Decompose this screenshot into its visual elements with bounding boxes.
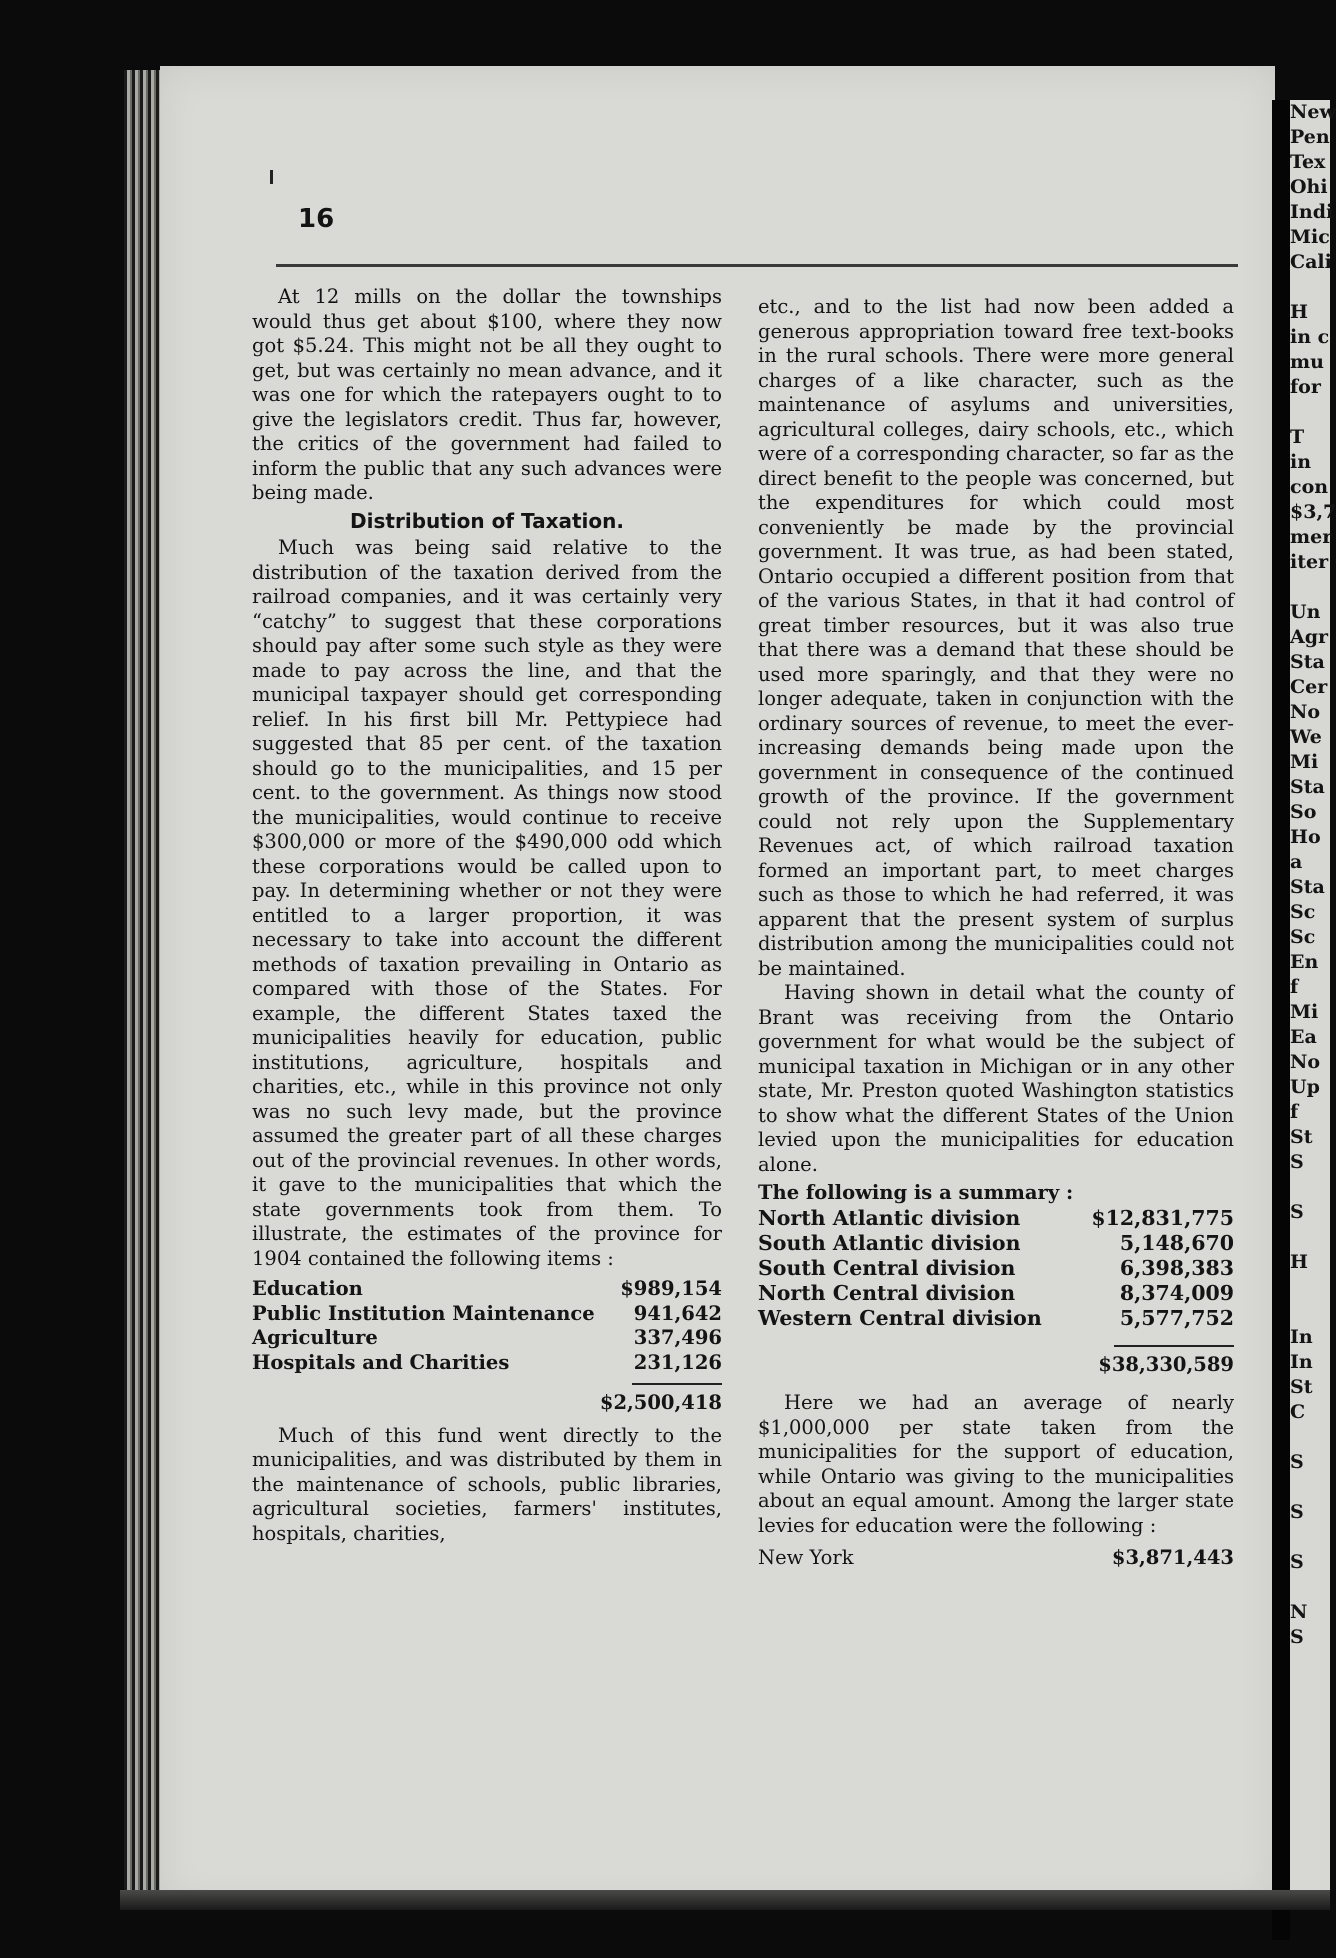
facing-page-text: C	[1290, 1401, 1306, 1423]
facing-page-text: S	[1290, 1626, 1304, 1648]
paragraph: etc., and to the list had now been added a generous appropriation toward free text-books in the rural schools. There were more general charges of a like character, such as the maintenance of asylums and universities, agricultural colleges, dairy schools, etc., which were of a corresponding character, so far as the direct benefit to the people was concerned, but the expenditures for which could most conveniently be made by the provincial government. It was true, as had been stated, Ontario occupied a different position from that of the various States, in that it had control of great timber resources, but it was also true that there was a demand that these should be used more sparingly, and that they were no longer adequate, taken in conjunction with the ordinary sources of revenue, to meet the ever-increasing demands being made upon the government in consequence of the continued growth of the province. If the government could not rely upon the Supplementary Revenues act, of which railroad taxation formed an important part, to meet charges such as those to which he had referred, it was apparent that the present system of surplus distribution among the municipalities could not be maintained.	[758, 295, 1234, 980]
division-value: $12,831,775	[1091, 1205, 1234, 1230]
facing-page-text: S	[1290, 1451, 1304, 1473]
facing-page-text: No	[1290, 701, 1321, 723]
facing-page-text: for	[1290, 376, 1321, 398]
page-mark	[270, 170, 273, 184]
facing-page-text: Ho	[1290, 826, 1321, 848]
state-value: $3,871,443	[1111, 1546, 1234, 1569]
facing-page-text: Indi	[1290, 201, 1334, 223]
facing-page-text	[1290, 1475, 1330, 1500]
summary-intro: The following is a summary :	[758, 1181, 1074, 1204]
facing-page-text: S	[1290, 1201, 1304, 1223]
table-row	[758, 1206, 1234, 1231]
division-label: Western Central division	[758, 1305, 1042, 1330]
item-value: 231,126	[633, 1350, 722, 1374]
facing-page-text: St	[1290, 1126, 1313, 1148]
table-row	[252, 1326, 722, 1351]
division-value: 5,148,670	[1119, 1230, 1234, 1255]
facing-page-text: New	[1290, 101, 1336, 123]
facing-page-text: Ea	[1290, 1026, 1317, 1048]
facing-page-text	[1290, 1175, 1330, 1200]
facing-page-text: Tex	[1290, 151, 1326, 173]
facing-page-text: So	[1290, 801, 1317, 823]
facing-page-text	[1290, 1225, 1330, 1250]
table-row	[758, 1546, 1234, 1571]
division-value: 5,577,752	[1119, 1305, 1234, 1330]
facing-page-text: Sc	[1290, 926, 1316, 948]
book-gutter	[1272, 100, 1290, 1940]
left-column	[252, 285, 722, 1546]
book-page-edges	[124, 70, 162, 1900]
facing-page-text: con	[1290, 476, 1329, 498]
facing-page-text: $3,7	[1290, 501, 1336, 523]
item-label: Hospitals and Charities	[252, 1350, 510, 1374]
item-label: Agriculture	[252, 1326, 378, 1349]
facing-page-text: iter	[1290, 551, 1329, 573]
facing-page-text: f	[1290, 976, 1299, 998]
facing-page-text: Sc	[1290, 901, 1316, 923]
facing-page-text: Up	[1290, 1076, 1320, 1098]
facing-page-text: N	[1290, 1601, 1308, 1623]
facing-page-text	[1290, 1425, 1330, 1450]
total-rule	[632, 1383, 722, 1385]
header-rule	[276, 264, 1238, 267]
facing-page-text: H	[1290, 1251, 1308, 1273]
estimates-table	[252, 1277, 722, 1375]
facing-page-text: Ohi	[1290, 176, 1328, 198]
division-label: North Central division	[758, 1280, 1016, 1305]
facing-page-text: Un	[1290, 601, 1321, 623]
item-value: 337,496	[633, 1326, 722, 1349]
facing-page-text: in	[1290, 451, 1312, 473]
facing-page-text: In	[1290, 1351, 1313, 1373]
facing-page-text: Pen	[1290, 126, 1330, 148]
paragraph: At 12 mills on the dollar the townships would thus get about $100, where they now got $5.24. This might not be all they ought to get, but was certainly no mean advance, and it was one for which the ratepayers ought to to give the legislators credit. Thus far, however, the critics of the government had failed to inform the public that any such advances were being made.	[252, 285, 722, 504]
facing-page-text: Agr	[1290, 626, 1329, 648]
total-rule	[1114, 1345, 1234, 1347]
table-row	[758, 1306, 1234, 1331]
facing-page-text: St	[1290, 1376, 1313, 1398]
facing-page-text: Sta	[1290, 651, 1325, 673]
facing-page-text: Mi	[1290, 1001, 1319, 1023]
paragraph: Much was being said relative to the distribution of the taxation derived from the railroad companies, and it was certainly very “catchy” to suggest that these corporations should pay after some such style as they were made to pay across the line, and that the municipal taxpayer should get corresponding relief. In his first bill Mr. Pettypiece had suggested that 85 per cent. of the taxation should go to the municipalities, and 15 per cent. to the government. As things now stood the municipalities, would continue to receive $300,000 or more of the $490,000 odd which these corporations would be called upon to pay. In determining whether or not they were entitled to a larger proportion, it was necessary to take into account the different methods of taxation prevailing in Ontario as compared with those of the States. For example, the different States taxed the municipalities heavily for education, public institutions, agriculture, hospitals and charities, etc., while in this province not only was no such levy made, but the province assumed the greater part of all these charges out of the provincial revenues. In other words, it gave to the municipalities that which the state governments took from them. To illustrate, the estimates of the province for 1904 contained the following items :	[252, 536, 722, 1270]
facing-page-text: S	[1290, 1501, 1304, 1523]
item-value: 941,642	[633, 1301, 722, 1325]
divisions-table	[758, 1206, 1234, 1331]
facing-page-text: H	[1290, 301, 1308, 323]
facing-page-text: T	[1290, 426, 1305, 448]
table-row	[252, 1302, 722, 1327]
facing-page-text: No	[1290, 1051, 1321, 1073]
item-label: Education	[252, 1277, 363, 1300]
facing-page-text: Cali	[1290, 251, 1332, 273]
facing-page-text	[1290, 1575, 1330, 1600]
division-value: 6,398,383	[1119, 1255, 1234, 1280]
facing-page-text: Cer	[1290, 676, 1328, 698]
facing-page-text: Sta	[1290, 876, 1325, 898]
paragraph: Having shown in detail what the county of Brant was receiving from the Ontario government for what would be the subject of municipal taxation in Michigan or in any other state, Mr. Preston quoted Washington statistics to show what the different States of the Union levied upon the municipalities for education alone.	[758, 981, 1234, 1176]
facing-page-text: mer	[1290, 526, 1333, 548]
facing-page-text: in c	[1290, 326, 1330, 348]
right-column	[758, 295, 1234, 1571]
facing-page-text: We	[1290, 726, 1322, 748]
table-row	[758, 1281, 1234, 1306]
facing-page-text: Sta	[1290, 776, 1325, 798]
facing-page-text	[1290, 1525, 1330, 1550]
division-label: North Atlantic division	[758, 1205, 1021, 1230]
division-value: 8,374,009	[1119, 1280, 1234, 1305]
scan-bottom-edge	[120, 1890, 1330, 1910]
facing-page-text: S	[1290, 1151, 1304, 1173]
facing-page-text: a	[1290, 851, 1303, 873]
divisions-total: $38,330,589	[1098, 1352, 1234, 1376]
facing-page-text	[1290, 1275, 1330, 1300]
facing-page-text: Mi	[1290, 751, 1319, 773]
item-value: $989,154	[620, 1277, 722, 1300]
facing-page-text: Mic	[1290, 226, 1330, 248]
facing-page-text	[1290, 275, 1330, 300]
division-label: South Central division	[758, 1255, 1016, 1280]
facing-page-text: En	[1290, 951, 1319, 973]
facing-page-text: mu	[1290, 351, 1324, 373]
division-label: South Atlantic division	[758, 1230, 1021, 1255]
state-label: New York	[758, 1546, 854, 1569]
table-row	[252, 1351, 722, 1376]
facing-page-text	[1290, 400, 1330, 425]
items-total: $2,500,418	[599, 1391, 722, 1414]
item-label: Public Institution Maintenance	[252, 1301, 595, 1325]
paragraph: Much of this fund went directly to the municipalities, and was distributed by them in the maintenance of schools, public libraries, agricultural societies, farmers' institutes, hospitals, charities,	[252, 1423, 722, 1545]
table-row	[252, 1277, 722, 1302]
section-heading: Distribution of Taxation.	[350, 508, 624, 533]
page-number: 16	[298, 204, 335, 234]
facing-page-text: In	[1290, 1326, 1313, 1348]
facing-page-text	[1290, 575, 1330, 600]
table-row	[758, 1256, 1234, 1281]
facing-page-text	[1290, 1300, 1330, 1325]
paragraph: Here we had an average of nearly $1,000,000 per state taken from the municipalities for the support of education, while Ontario was giving to the municipalities about an equal amount. Among the larger state levies for education were the following :	[758, 1391, 1234, 1537]
facing-page-fragment	[1290, 100, 1336, 1900]
facing-page-text: f	[1290, 1101, 1299, 1123]
table-row	[758, 1231, 1234, 1256]
facing-page-text: S	[1290, 1551, 1304, 1573]
